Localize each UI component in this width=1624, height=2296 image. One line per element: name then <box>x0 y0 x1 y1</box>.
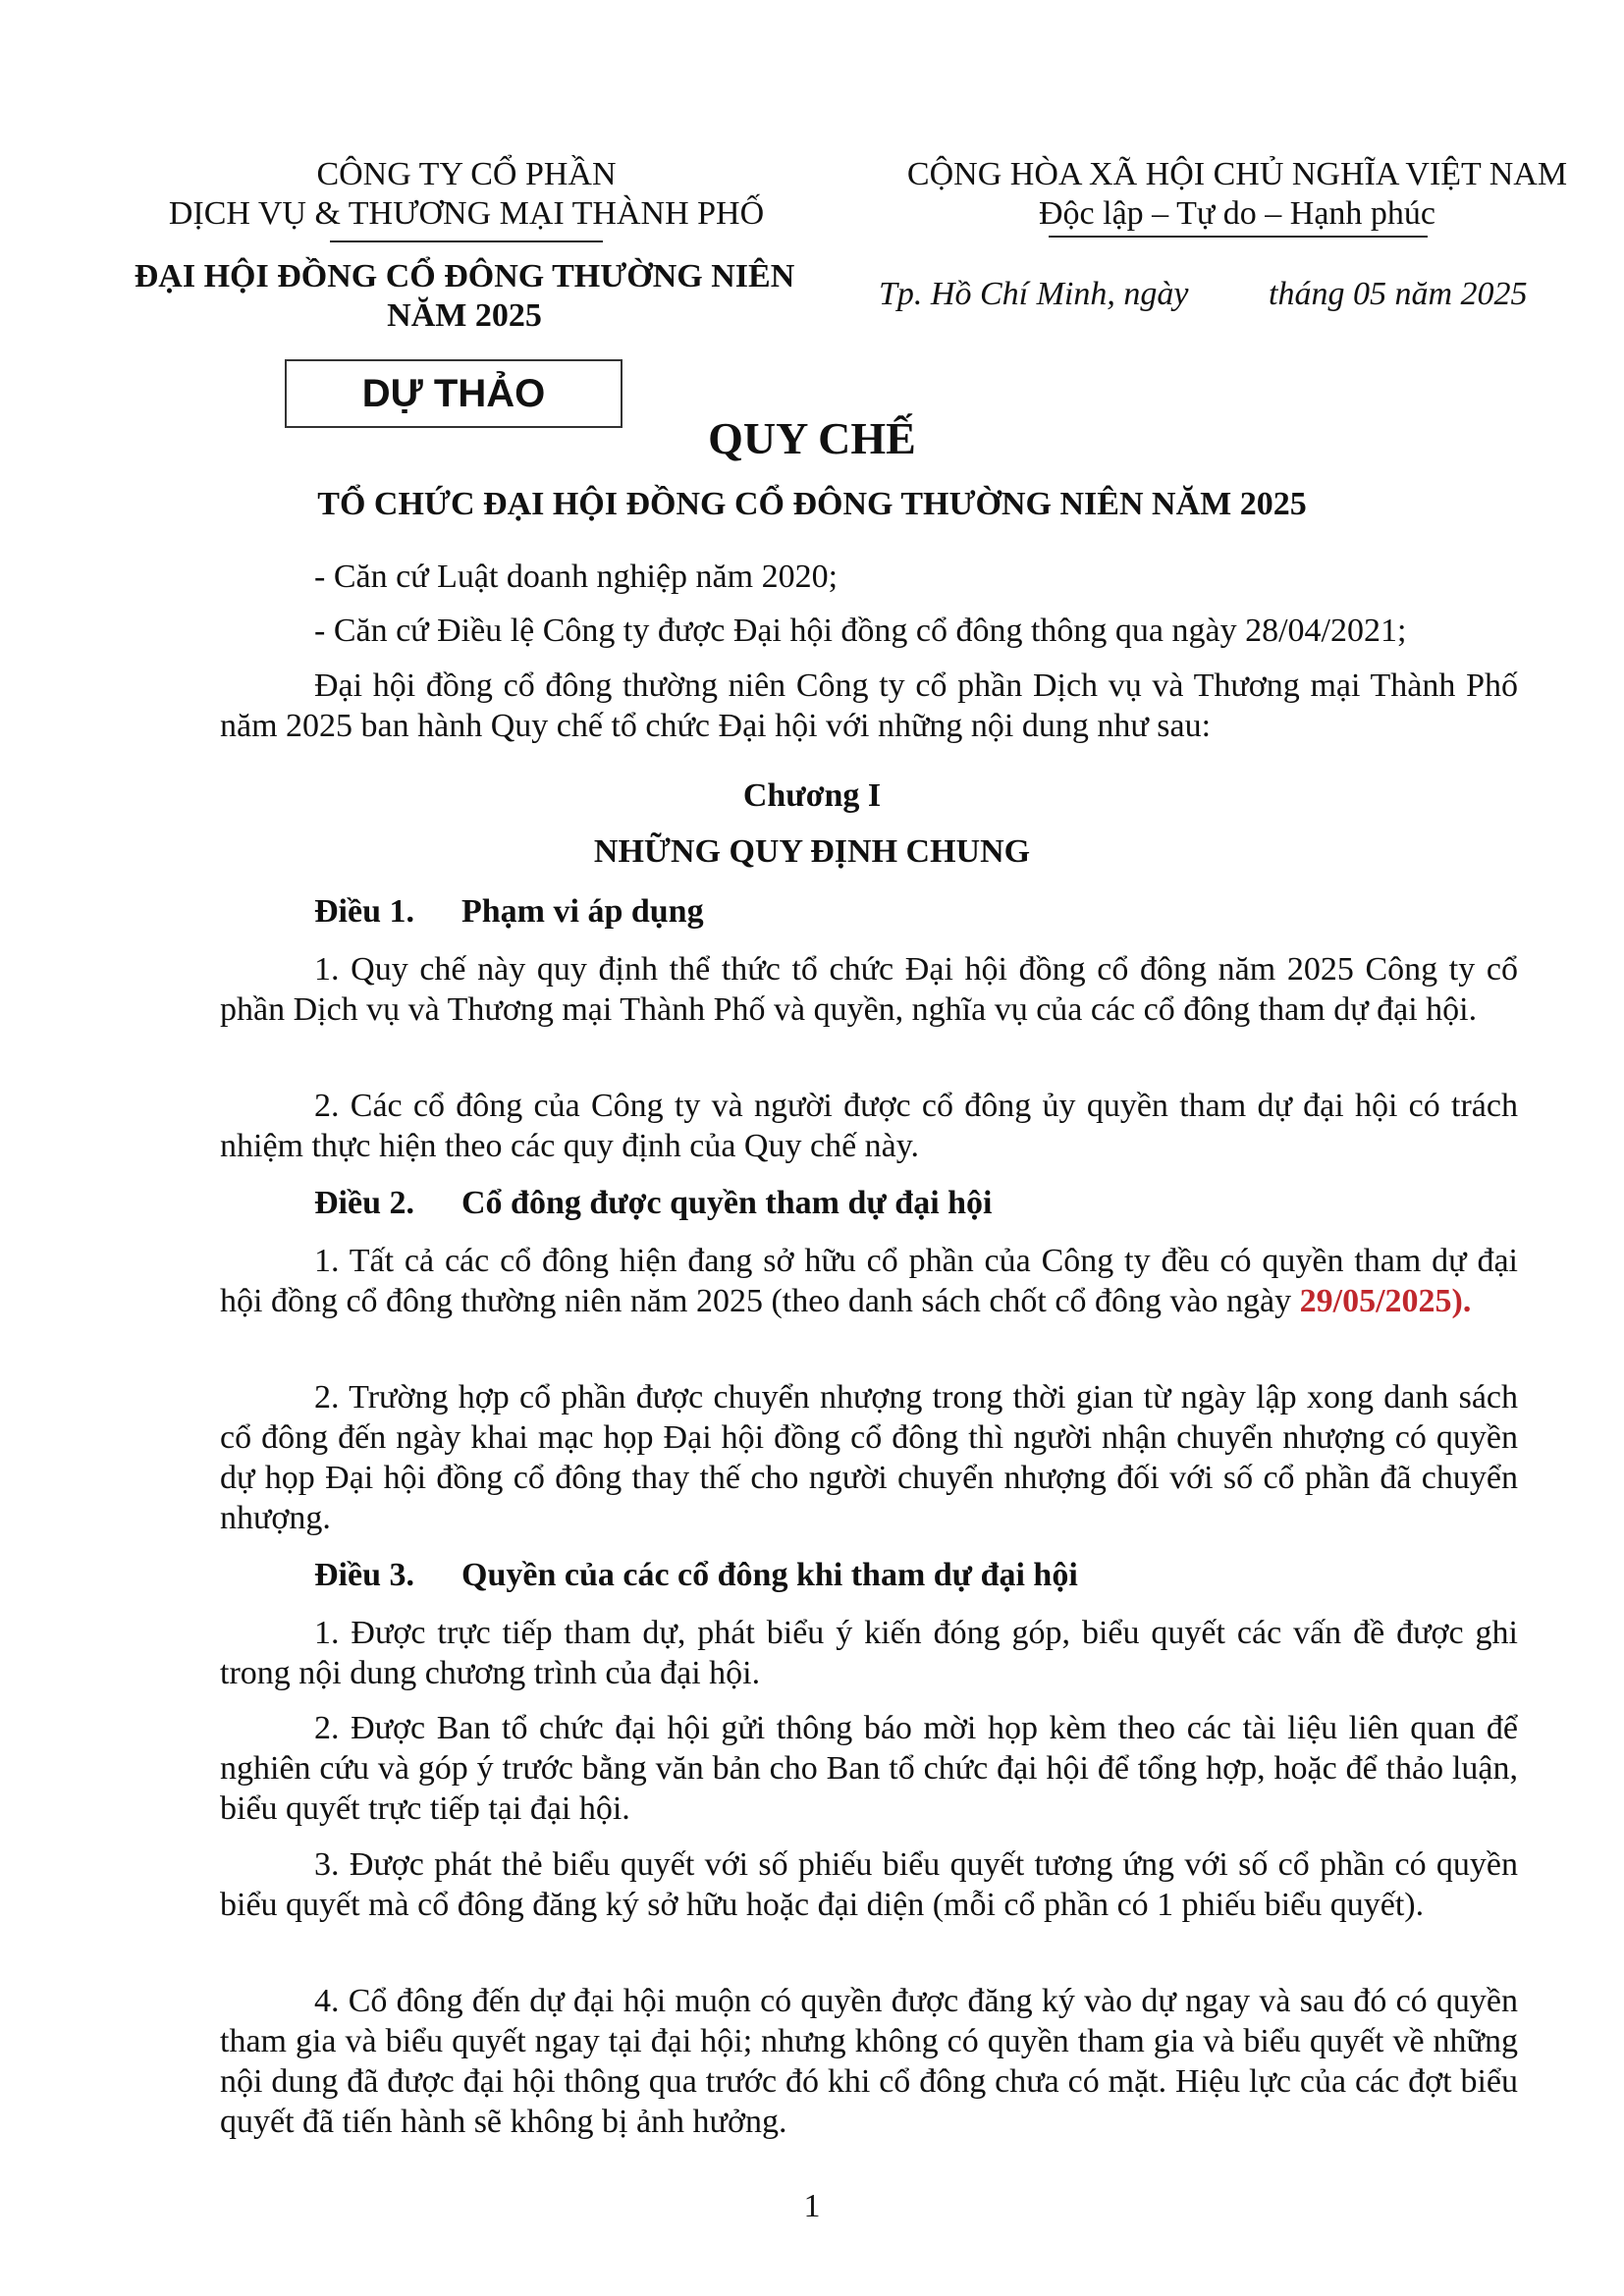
article-title: Phạm vi áp dụng <box>461 893 704 930</box>
record-date: 29/05/2025 <box>1299 1283 1452 1319</box>
paragraph-end: ). <box>1451 1283 1472 1319</box>
article-number: Điều 3. <box>314 1557 414 1593</box>
article-3-paragraph-1: 1. Được trực tiếp tham dự, phát biểu ý kiến đóng góp, biểu quyết các vấn đề được ghi trong nội dung chương trình của đại hội. <box>220 1615 1518 1691</box>
legal-basis-1: - Căn cứ Luật doanh nghiệp năm 2020; <box>314 559 839 595</box>
meeting-title-line2: NĂM 2025 <box>387 297 542 334</box>
company-underline <box>330 240 603 242</box>
draft-stamp: DỰ THẢO <box>285 359 623 428</box>
chapter-name: NHỮNG QUY ĐỊNH CHUNG <box>593 833 1031 870</box>
article-3-paragraph-4: 4. Cổ đông đến dự đại hội muộn có quyền được đăng ký vào dự ngay và sau đó có quyền tham gia và biểu quyết ngay tại đại hội; nhưng không có quyền tham gia và biểu quyết về những nội dung đã được đại hội thông qua trước đó khi cổ đông chưa có mặt. Hiệu lực của các đợt biểu quyết đã tiến hành sẽ không bị ảnh hưởng. <box>220 1983 1518 2140</box>
page-number: 1 <box>803 2188 821 2224</box>
article-1-paragraph-1: 1. Quy chế này quy định thể thức tổ chức Đại hội đồng cổ đông năm 2025 Công ty cổ phần Dịch vụ và Thương mại Thành Phố và quyền, nghĩa vụ của các cổ đông tham dự đại hội. <box>220 951 1518 1028</box>
article-1-heading <box>314 891 704 932</box>
article-1-paragraph-2: 2. Các cổ đông của Công ty và người được cổ đông ủy quyền tham dự đại hội có trách nhiệm thực hiện theo các quy định của Quy chế này. <box>220 1088 1518 1164</box>
article-title: Quyền của các cổ đông khi tham dự đại hội <box>461 1557 1078 1593</box>
article-2-paragraph-2: 2. Trường hợp cổ phần được chuyển nhượng trong thời gian từ ngày lập xong danh sách cổ đông đến ngày khai mạc họp Đại hội đồng cổ đông thì người nhận chuyển nhượng có quyền dự họp Đại hội đồng cổ đông thay thế cho người chuyển nhượng đối với số cổ phần đã chuyển nhượng. <box>220 1379 1518 1536</box>
motto-underline <box>1049 236 1428 238</box>
national-title: CỘNG HÒA XÃ HỘI CHỦ NGHĨA VIỆT NAM <box>906 156 1568 192</box>
place-date-right: tháng 05 năm 2025 <box>1269 276 1528 312</box>
article-number: Điều 1. <box>314 893 414 930</box>
article-title: Cổ đông được quyền tham dự đại hội <box>461 1185 993 1221</box>
preamble-paragraph: Đại hội đồng cổ đông thường niên Công ty cổ phần Dịch vụ và Thương mại Thành Phố năm 2025 ban hành Quy chế tổ chức Đại hội với những nội dung như sau: <box>220 667 1518 744</box>
chapter-number: Chương I <box>742 777 882 814</box>
article-2-heading <box>314 1183 993 1223</box>
article-3-paragraph-2: 2. Được Ban tổ chức đại hội gửi thông báo mời họp kèm theo các tài liệu liên quan để nghiên cứu và góp ý trước bằng văn bản cho Ban tổ chức đại hội để tổng hợp, hoặc để thảo luận, biểu quyết trực tiếp tại đại hội. <box>220 1710 1518 1827</box>
meeting-title-line1: ĐẠI HỘI ĐỒNG CỔ ĐÔNG THƯỜNG NIÊN <box>134 258 795 294</box>
legal-basis-2: - Căn cứ Điều lệ Công ty được Đại hội đồng cổ đông thông qua ngày 28/04/2021; <box>314 613 1407 649</box>
place-date-left: Tp. Hồ Chí Minh, ngày <box>879 276 1189 312</box>
article-2-paragraph-1 <box>220 1241 1518 1321</box>
article-3-heading <box>314 1555 1078 1595</box>
article-3-paragraph-3: 3. Được phát thẻ biểu quyết với số phiếu biểu quyết tương ứng với số cổ phần có quyền biểu quyết mà cổ đông đăng ký sở hữu hoặc đại diện (mỗi cổ phần có 1 phiếu biểu quyết). <box>220 1846 1518 1923</box>
national-motto: Độc lập – Tự do – Hạnh phúc <box>1039 195 1435 232</box>
document-title: QUY CHẾ <box>708 413 916 463</box>
company-name-line1: CÔNG TY CỔ PHẦN <box>316 156 617 192</box>
company-name-line2: DỊCH VỤ & THƯƠNG MẠI THÀNH PHỐ <box>168 195 765 232</box>
document-subtitle: TỔ CHỨC ĐẠI HỘI ĐỒNG CỔ ĐÔNG THƯỜNG NIÊN NĂM 2025 <box>317 486 1307 522</box>
paragraph-text: 1. Tất cả các cổ đông hiện đang sở hữu cổ phần của Công ty đều có quyền tham dự đại hội đồng cổ đông thường niên năm 2025 (theo danh sách chốt cổ đông vào ngày <box>220 1243 1518 1319</box>
article-number: Điều 2. <box>314 1185 414 1221</box>
